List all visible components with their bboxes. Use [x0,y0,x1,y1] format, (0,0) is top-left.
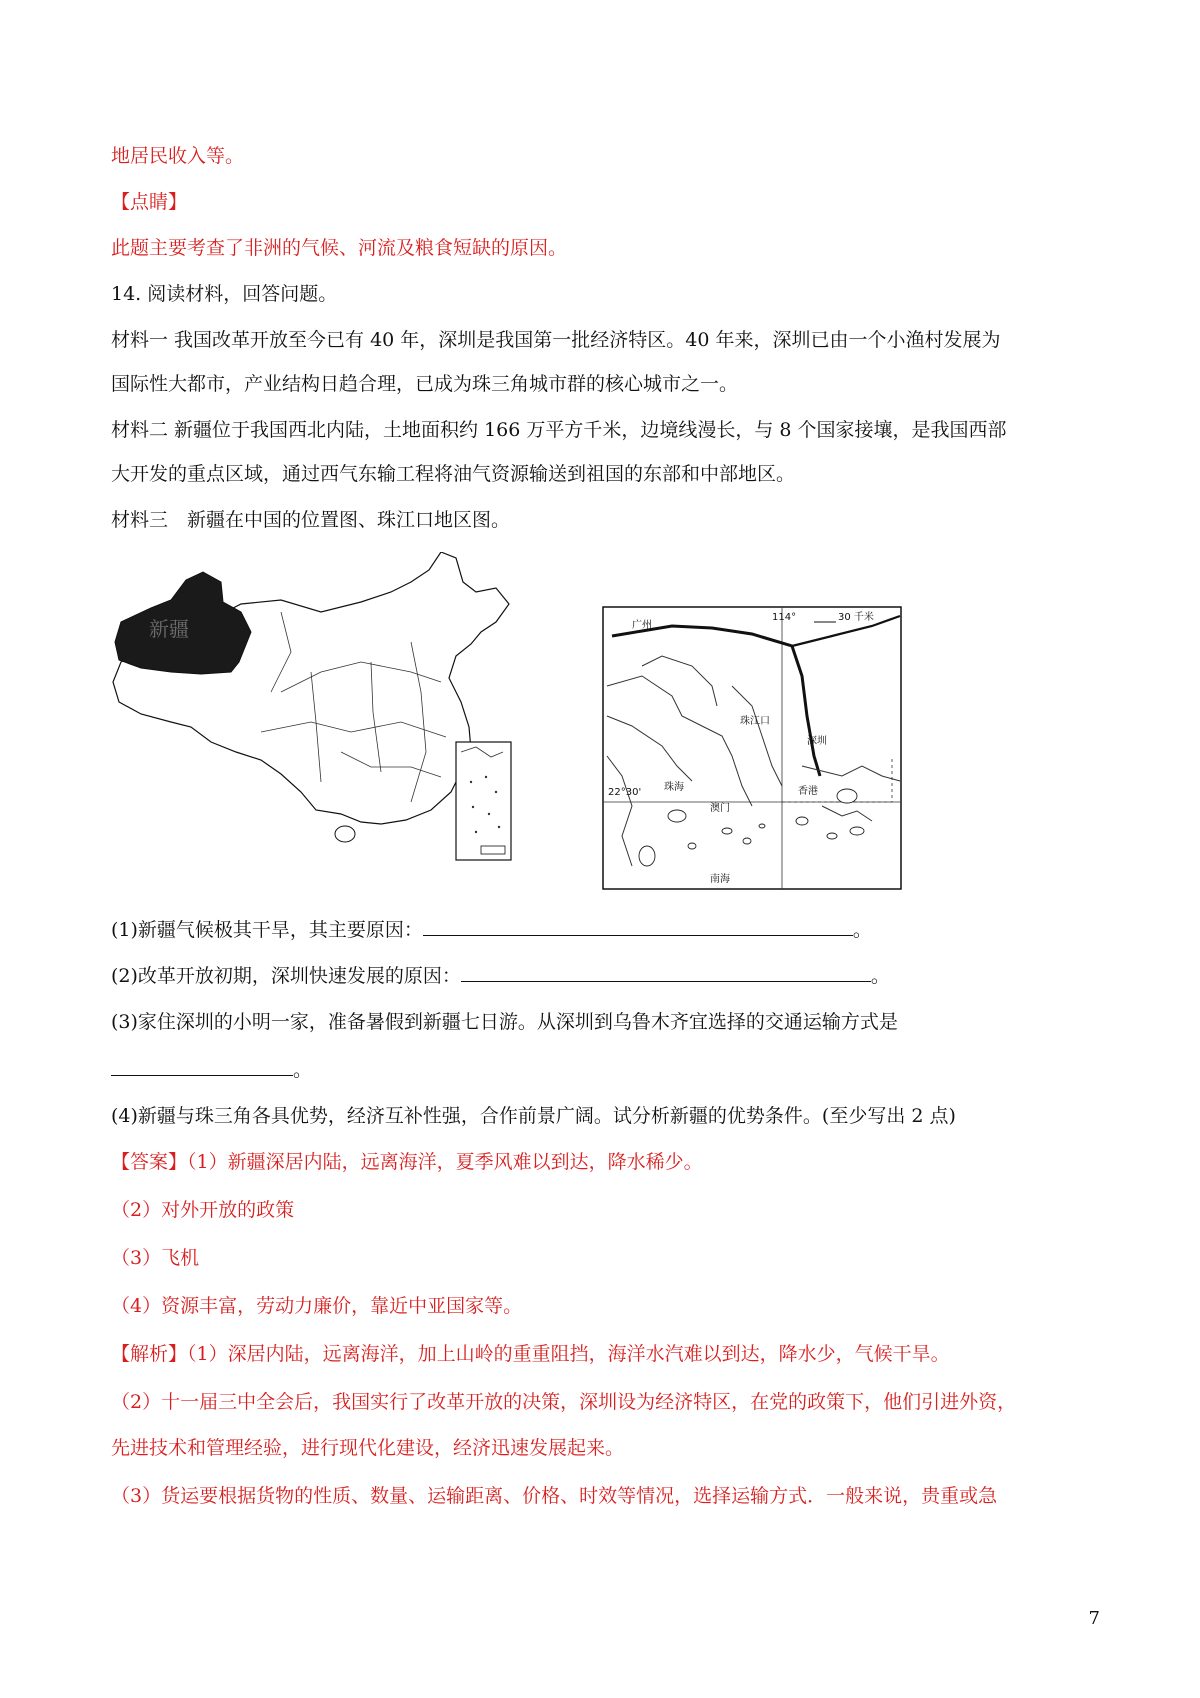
question-1-text: (1)新疆气候极其干旱，其主要原因： [111,919,423,941]
material-1-line-2: 国际性大都市，产业结构日趋合理，已成为珠三角城市群的核心城市之一。 [111,373,739,395]
china-map-figure [111,552,526,870]
question-2 [111,964,890,988]
answer-tag: 【答案】 [111,1151,188,1173]
question-2-end: 。 [870,965,890,987]
question-3-blank-line [111,1058,312,1082]
hainan-island [335,826,355,842]
china-map-svg [111,552,526,870]
analysis-1: （1）深居内陆，远离海洋，加上山岭的重重阻挡，海洋水汽难以到达，降水少，气候干旱。 [187,1343,950,1365]
label-zhuhai: 珠海 [664,782,684,793]
label-zhujiang: 珠江口 [740,716,770,727]
question-4: (4)新疆与珠三角各具优势，经济互补性强，合作前景广阔。试分析新疆的优势条件。(至少写出 2 点) [111,1105,956,1127]
south-china-sea-inset [456,742,511,860]
analysis-tag: 【解析】 [111,1343,188,1365]
question-14-title: 14. 阅读材料，回答问题。 [111,283,338,305]
label-south-sea: 南海 [710,874,730,885]
china-outline [113,552,509,824]
answer-line-1 [111,1150,703,1174]
material-2-line-2: 大开发的重点区域，通过西气东输工程将油气资源输送到祖国的东部和中部地区。 [111,463,796,485]
section-tag-dianjing: 【点睛】 [111,191,188,213]
text-line-3: 此题主要考查了非洲的气候、河流及粮食短缺的原因。 [111,237,568,259]
answer-3: （3）飞机 [111,1247,200,1269]
analysis-3-line-1: （3）货运要根据货物的性质、数量、运输距离、价格、时效等情况，选择运输方式．一般来说，贵重或急 [111,1485,998,1507]
label-shenzhen: 深圳 [807,736,827,747]
analysis-line-1 [111,1342,950,1366]
prd-map-figure [602,606,902,890]
material-2-line-1: 材料二 新疆位于我国西北内陆，土地面积约 166 万平方千米，边境线漫长，与 8 个国家接壤，是我国西部 [111,419,1007,441]
analysis-2-line-2: 先进技术和管理经验，进行现代化建设，经济迅速发展起来。 [111,1437,625,1459]
label-guangzhou: 广州 [632,620,652,631]
answer-blank-3 [111,1059,293,1076]
xinjiang-label: 新疆 [149,617,189,641]
label-scale: 30 千米 [838,612,874,623]
label-longitude: 114° [772,612,797,623]
answer-4: （4）资源丰富，劳动力廉价，靠近中亚国家等。 [111,1295,523,1317]
material-3-line: 材料三 新疆在中国的位置图、珠江口地区图。 [111,509,511,531]
label-latitude: 22°30' [608,787,642,798]
answer-1: （1）新疆深居内陆，远离海洋，夏季风难以到达，降水稀少。 [187,1151,703,1173]
material-1-line-1: 材料一 我国改革开放至今已有 40 年，深圳是我国第一批经济特区。40 年来，深圳已由一个小渔村发展为 [111,329,1001,351]
analysis-2-line-1: （2）十一届三中全会后，我国实行了改革开放的决策，深圳设为经济特区，在党的政策下，他们引进外资， [111,1391,1017,1413]
answer-2: （2）对外开放的政策 [111,1199,295,1221]
text-line-1: 地居民收入等。 [111,145,245,167]
label-hongkong: 香港 [798,786,818,797]
answer-blank-1 [423,919,853,936]
page-number: 7 [1088,1608,1100,1629]
question-3: (3)家住深圳的小明一家，准备暑假到新疆七日游。从深圳到乌鲁木齐宜选择的交通运输方式是 [111,1011,898,1033]
question-3-end: 。 [293,1059,313,1081]
prd-map-svg [602,606,902,890]
question-1-end: 。 [852,919,872,941]
question-1 [111,918,872,942]
answer-blank-2 [461,965,871,982]
label-macau: 澳门 [710,803,730,814]
question-2-text: (2)改革开放初期，深圳快速发展的原因： [111,965,461,987]
